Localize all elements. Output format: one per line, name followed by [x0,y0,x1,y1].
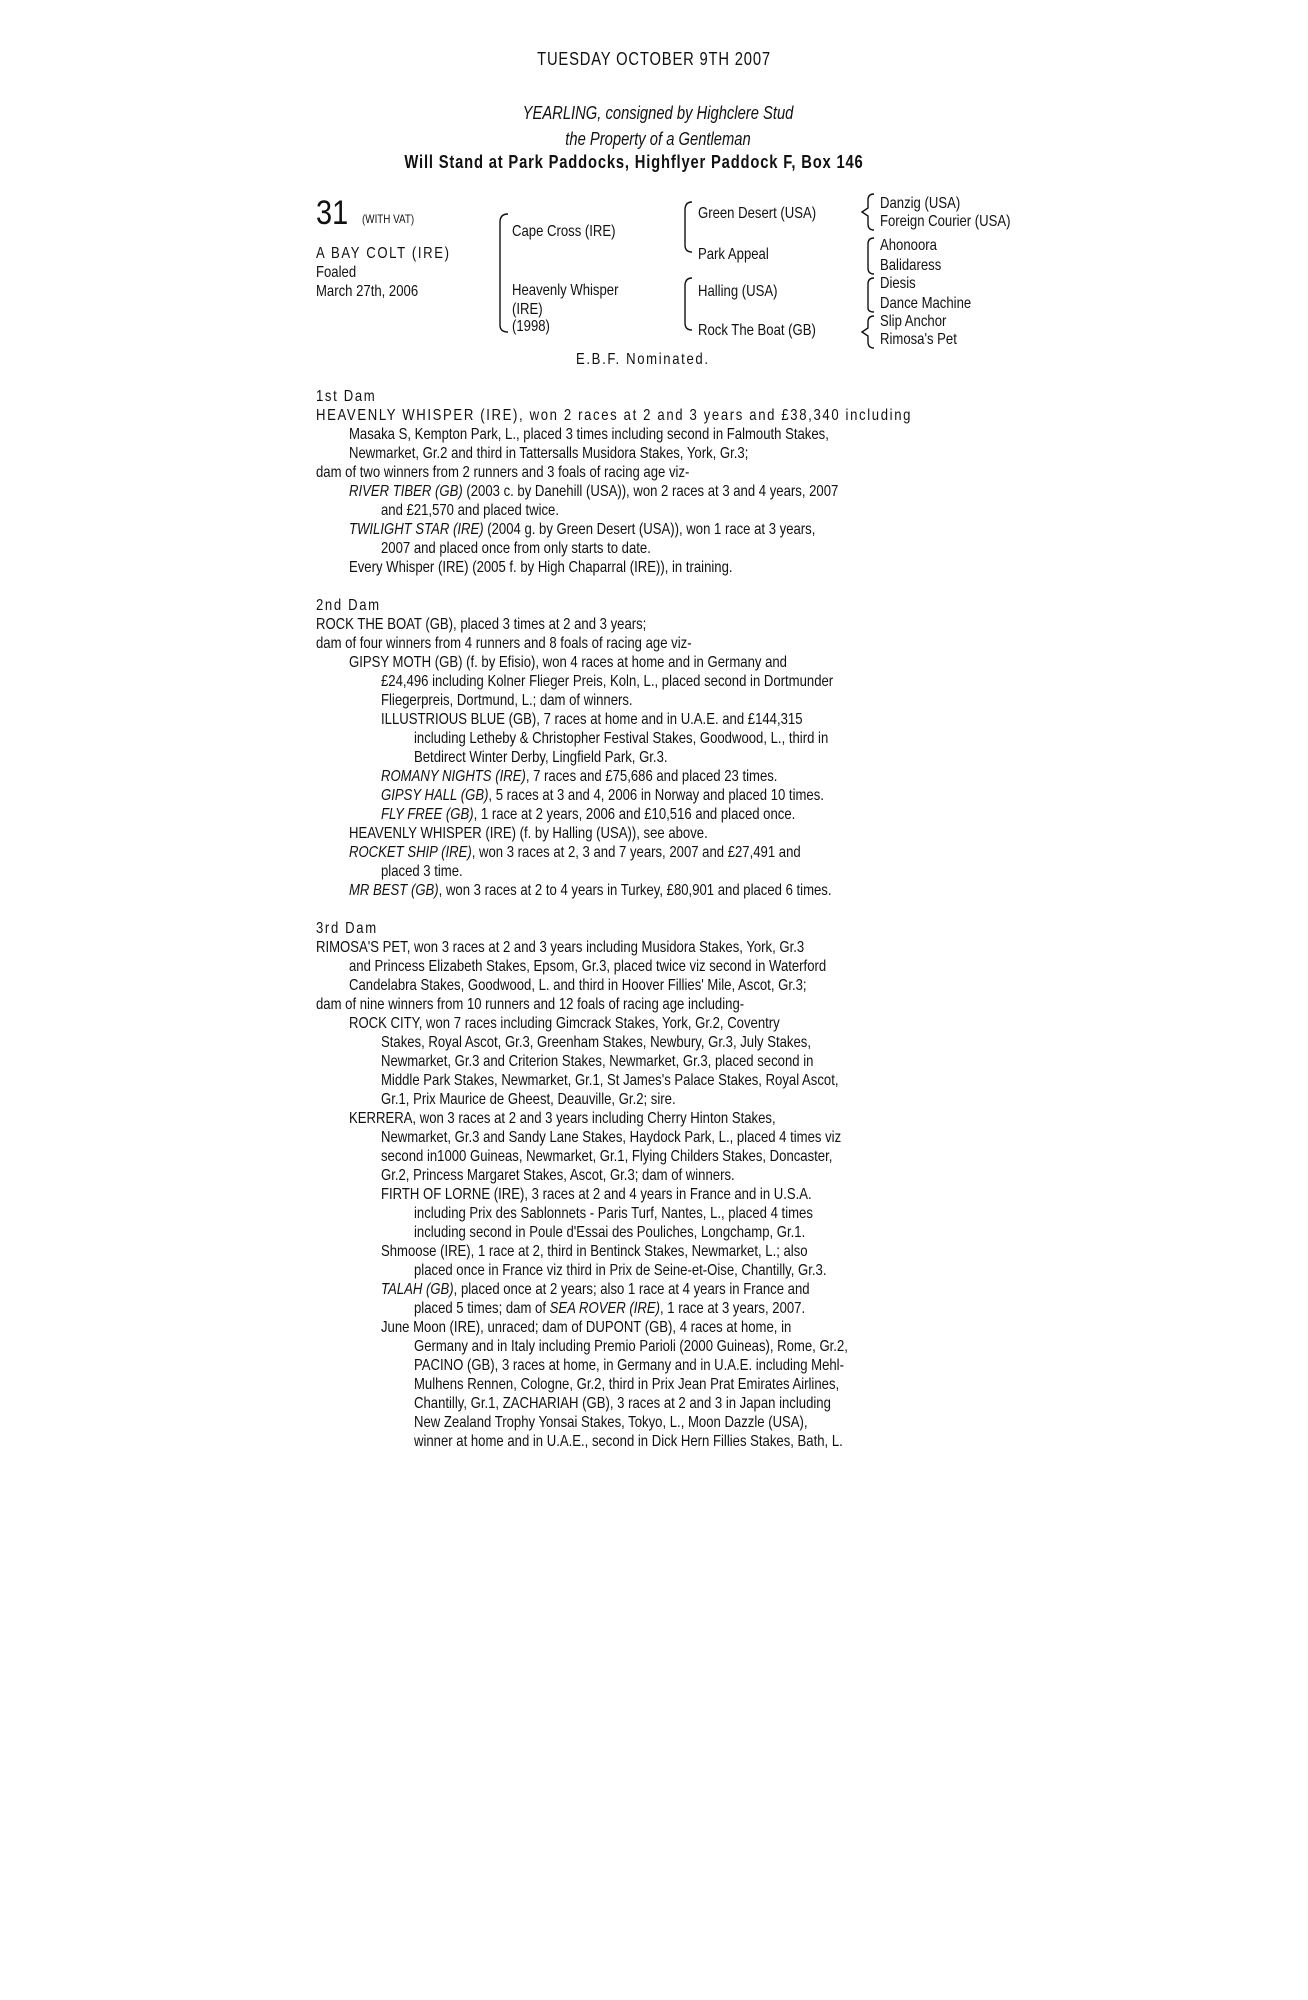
dam-text-line: placed 3 time. [381,863,463,880]
horse-name: MR BEST (GB) [349,882,439,899]
ebf-nomination: E.B.F. Nominated. [576,351,710,368]
dam-text-line: Newmarket, Gr.2 and third in Tattersalls Musidora Stakes, York, Gr.3; [349,445,749,462]
dam-text-line: dam of two winners from 2 runners and 3 foals of racing age viz- [316,464,690,481]
dam-text-line: second in1000 Guineas, Newmarket, Gr.1, Flying Childers Stakes, Doncaster, [381,1148,833,1165]
dam-text-line: placed once in France viz third in Prix de Seine-et-Oise, Chantilly, Gr.3. [414,1262,827,1279]
pedigree-grandsire-3: Halling (USA) [698,283,778,300]
pedigree-ggs-8: Rimosa's Pet [880,331,957,348]
pedigree-grandsire-1: Green Desert (USA) [698,205,817,222]
dam-text-line: GIPSY HALL (GB), 5 races at 3 and 4, 2006 in Norway and placed 10 times. [381,787,824,804]
section-heading: 1st Dam [316,388,377,405]
dam-text-line: Germany and in Italy including Premio Parioli (2000 Guineas), Rome, Gr.2, [414,1338,848,1355]
pedigree-dam-line-1: Heavenly Whisper [512,282,619,299]
dam-text-line: GIPSY MOTH (GB) (f. by Efisio), won 4 races at home and in Germany and [349,654,787,671]
dam-text-line: including Letheby & Christopher Festival Stakes, Goodwood, L., third in [414,730,829,747]
vat-note: (WITH VAT) [362,212,415,226]
dam-text-line: Stakes, Royal Ascot, Gr.3, Greenham Stakes, Newbury, Gr.3, July Stakes, [381,1034,811,1051]
dam-text-line: TALAH (GB), placed once at 2 years; also 1 race at 4 years in France and [381,1281,810,1298]
foaled-date: March 27th, 2006 [316,283,419,300]
dam-text-line: TWILIGHT STAR (IRE) (2004 g. by Green Desert (USA)), won 1 race at 3 years, [349,521,816,538]
dam-text-line: ILLUSTRIOUS BLUE (GB), 7 races at home and in U.A.E. and £144,315 [381,711,803,728]
section-heading: 2nd Dam [316,597,381,614]
consignor-line: YEARLING, consigned by Highclere Stud [522,103,794,123]
dam-text-line: Masaka S, Kempton Park, L., placed 3 times including second in Falmouth Stakes, [349,426,829,443]
dam-text-line: FIRTH OF LORNE (IRE), 3 races at 2 and 4 years in France and in U.S.A. [381,1186,812,1203]
dam-text-line: RIVER TIBER (GB) (2003 c. by Danehill (USA)), won 2 races at 3 and 4 years, 2007 [349,483,839,500]
dam-text-line: New Zealand Trophy Yonsai Stakes, Tokyo, L., Moon Dazzle (USA), [414,1414,808,1431]
dam-text-line: Shmoose (IRE), 1 race at 2, third in Bentinck Stakes, Newmarket, L.; also [381,1243,808,1260]
dam-text-line: Betdirect Winter Derby, Lingfield Park, Gr.3. [414,749,668,766]
dam-text-line: 2007 and placed once from only starts to date. [381,540,651,557]
horse-name: RIVER TIBER (GB) [349,483,463,500]
lot-description: A BAY COLT (IRE) [316,245,451,262]
horse-name: TALAH (GB) [381,1281,454,1298]
pedigree-ggs-1: Danzig (USA) [880,195,961,212]
dam-text-line: Candelabra Stakes, Goodwood, L. and third in Hoover Fillies' Mile, Ascot, Gr.3; [349,977,807,994]
dam-text-line: RIMOSA'S PET, won 3 races at 2 and 3 years including Musidora Stakes, York, Gr.3 [316,939,805,956]
dam-text-line: Gr.1, Prix Maurice de Gheest, Deauville, Gr.2; sire. [381,1091,676,1108]
dam-text-line: ROCK CITY, won 7 races including Gimcrack Stakes, York, Gr.2, Coventry [349,1015,780,1032]
pedigree-ggs-4: Balidaress [880,257,942,274]
dam-text-line: dam of nine winners from 10 runners and 12 foals of racing age including- [316,996,745,1013]
dam-text-line: Newmarket, Gr.3 and Criterion Stakes, Newmarket, Gr.3, placed second in [381,1053,814,1070]
dam-text-line: MR BEST (GB), won 3 races at 2 to 4 years in Turkey, £80,901 and placed 6 times. [349,882,832,899]
pedigree-brackets [0,0,1308,400]
dam-text-line: winner at home and in U.A.E., second in Dick Hern Fillies Stakes, Bath, L. [414,1433,843,1450]
pedigree-dam-line-3: (1998) [512,318,550,335]
dam-text-line: ROCKET SHIP (IRE), won 3 races at 2, 3 and 7 years, 2007 and £27,491 and [349,844,801,861]
pedigree-sire: Cape Cross (IRE) [512,223,616,240]
horse-name: ROMANY NIGHTS (IRE) [381,768,526,785]
horse-name: FLY FREE (GB) [381,806,474,823]
dam-text-line: including second in Poule d'Essai des Pouliches, Longchamp, Gr.1. [414,1224,806,1241]
horse-name: SEA ROVER (IRE) [549,1300,660,1317]
sale-date: TUESDAY OCTOBER 9TH 2007 [537,49,771,69]
dam-text-line: dam of four winners from 4 runners and 8 foals of racing age viz- [316,635,692,652]
pedigree-grandsire-2: Park Appeal [698,246,769,263]
dam-text-line: Newmarket, Gr.3 and Sandy Lane Stakes, Haydock Park, L., placed 4 times viz [381,1129,842,1146]
pedigree-grandsire-4: Rock The Boat (GB) [698,322,816,339]
horse-name: TWILIGHT STAR (IRE) [349,521,484,538]
lot-number: 31 [316,194,349,232]
dam-text-line: including Prix des Sablonnets - Paris Turf, Nantes, L., placed 4 times [414,1205,813,1222]
stand-location: Will Stand at Park Paddocks, Highflyer Paddock F, Box 146 [404,152,864,172]
dam-text-line: June Moon (IRE), unraced; dam of DUPONT (GB), 4 races at home, in [381,1319,792,1336]
dam-text-line: Middle Park Stakes, Newmarket, Gr.1, St James's Palace Stakes, Royal Ascot, [381,1072,839,1089]
dam-text-line: Every Whisper (IRE) (2005 f. by High Chaparral (IRE)), in training. [349,559,733,576]
dam-text-line: KERRERA, won 3 races at 2 and 3 years including Cherry Hinton Stakes, [349,1110,776,1127]
dam-text-line: placed 5 times; dam of SEA ROVER (IRE), 1 race at 3 years, 2007. [414,1300,806,1317]
horse-name: GIPSY HALL (GB) [381,787,489,804]
pedigree-ggs-2: Foreign Courier (USA) [880,213,1011,230]
pedigree-ggs-6: Dance Machine [880,295,972,312]
dam-text-line: PACINO (GB), 3 races at home, in Germany and in U.A.E. including Mehl- [414,1357,844,1374]
property-line: the Property of a Gentleman [565,129,751,149]
dam-text-line: FLY FREE (GB), 1 race at 2 years, 2006 and £10,516 and placed once. [381,806,796,823]
pedigree-dam-line-2: (IRE) [512,301,543,318]
dam-text-line: £24,496 including Kolner Flieger Preis, Koln, L., placed second in Dortmunder [381,673,834,690]
dam-text-line: Chantilly, Gr.1, ZACHARIAH (GB), 3 races at 2 and 3 in Japan including [414,1395,831,1412]
pedigree-ggs-3: Ahonoora [880,237,937,254]
dam-text-line: Fliegerpreis, Dortmund, L.; dam of winners. [381,692,633,709]
foaled-label: Foaled [316,264,357,281]
section-heading: 3rd Dam [316,920,378,937]
pedigree-ggs-5: Diesis [880,275,916,292]
dam-text-line: and £21,570 and placed twice. [381,502,559,519]
dam-text-line: and Princess Elizabeth Stakes, Epsom, Gr.3, placed twice viz second in Waterford [349,958,827,975]
dam-text-line: Gr.2, Princess Margaret Stakes, Ascot, Gr.3; dam of winners. [381,1167,735,1184]
dam-text-line: Mulhens Rennen, Cologne, Gr.2, third in Prix Jean Prat Emirates Airlines, [414,1376,840,1393]
horse-name: ROCKET SHIP (IRE) [349,844,472,861]
dam-text-line: ROCK THE BOAT (GB), placed 3 times at 2 and 3 years; [316,616,647,633]
pedigree-ggs-7: Slip Anchor [880,313,947,330]
dam-text-line: ROMANY NIGHTS (IRE), 7 races and £75,686 and placed 23 times. [381,768,778,785]
dam-text-line: HEAVENLY WHISPER (IRE) (f. by Halling (USA)), see above. [349,825,708,842]
dam-text-line: HEAVENLY WHISPER (IRE), won 2 races at 2 and 3 years and £38,340 including [316,407,913,424]
